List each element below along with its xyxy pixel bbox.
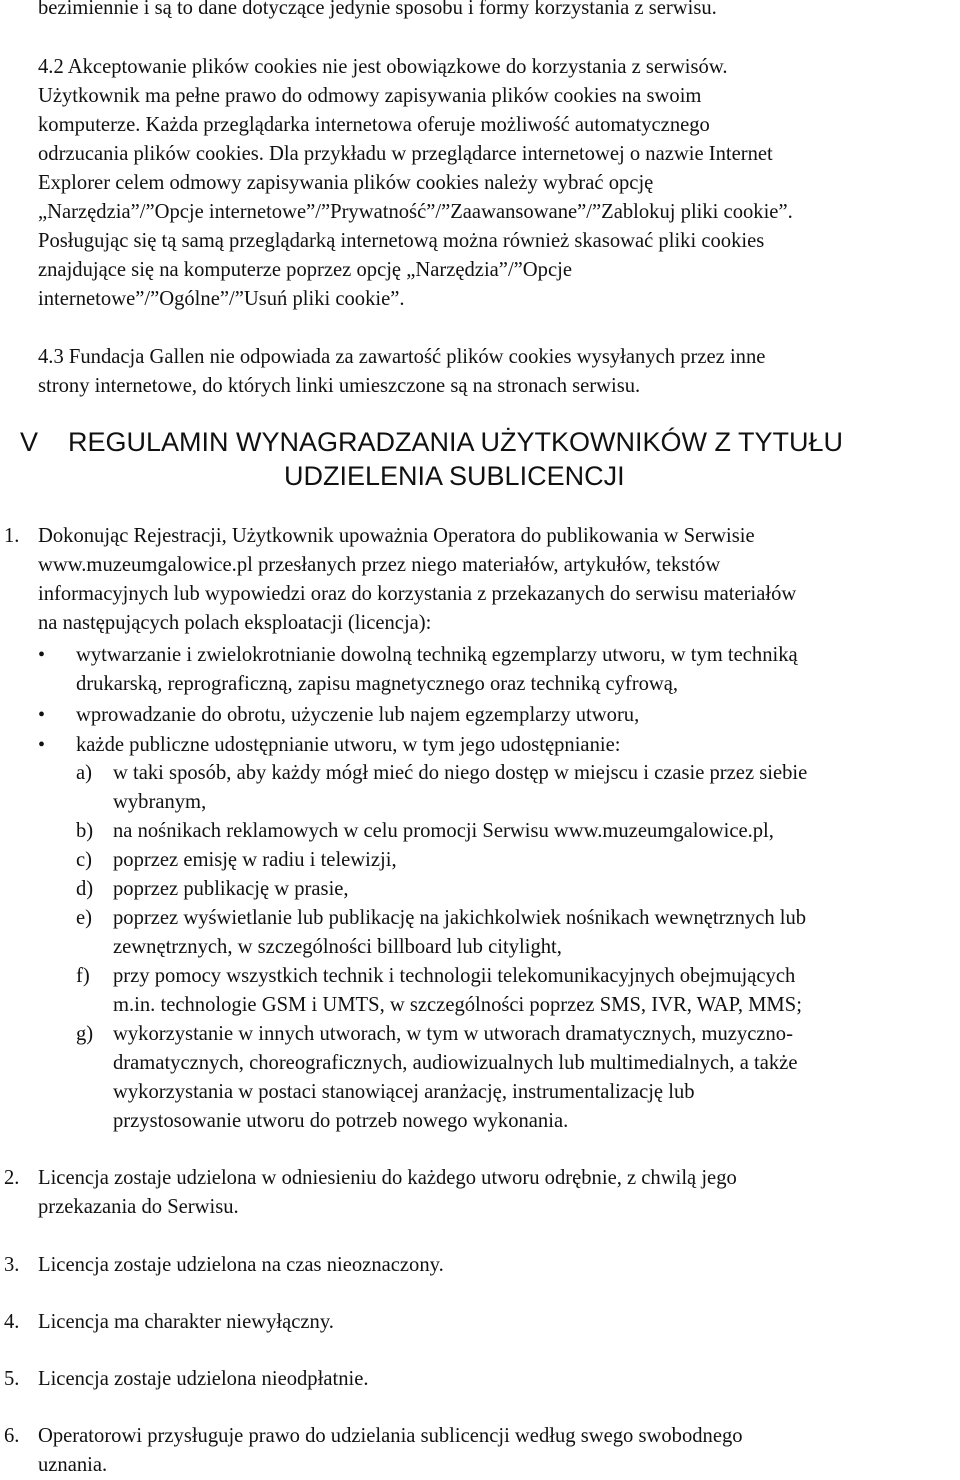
paragraph-line: 4.3 Fundacja Gallen nie odpowiada za zawartość plików cookies wysyłanych przez inne — [38, 346, 766, 368]
paragraph-line: Explorer celem odmowy zapisywania plików cookies należy wybrać opcję — [38, 172, 654, 194]
paragraph-line: Licencja zostaje udzielona w odniesieniu do każdego utworu odrębnie, z chwilą jego — [38, 1167, 737, 1189]
section-title-line: REGULAMIN WYNAGRADZANIA UŻYTKOWNIKÓW Z TYTUŁU — [68, 427, 844, 457]
list-item: wybranym, — [113, 791, 207, 813]
paragraph-line: odrzucania plików cookies. Dla przykładu w przeglądarce internetowej o nazwie Internet — [38, 143, 773, 165]
paragraph-line: na następujących polach eksploatacji (licencja): — [38, 612, 432, 634]
paragraph-line: Operatorowi przysługuje prawo do udzielania sublicencji według swego swobodnego — [38, 1425, 743, 1447]
list-number: 4. — [4, 1311, 20, 1333]
paragraph-line: informacyjnych lub wypowiedzi oraz do korzystania z przekazanych do serwisu materiałów — [38, 583, 797, 605]
list-letter: g) — [76, 1023, 94, 1045]
bullet-marker: • — [38, 734, 46, 756]
list-letter: a) — [76, 762, 92, 784]
paragraph-line: komputerze. Każda przeglądarka internetowa oferuje możliwość automatycznego — [38, 114, 710, 136]
section-numeral: V — [20, 427, 39, 457]
list-number: 1. — [4, 525, 20, 547]
list-item: na nośnikach reklamowych w celu promocji Serwisu www.muzeumgalowice.pl, — [113, 820, 774, 842]
paragraph-line: internetowe”/”Ogólne”/”Usuń pliki cookie”. — [38, 288, 405, 310]
list-number: 6. — [4, 1425, 20, 1447]
paragraph-line: przekazania do Serwisu. — [38, 1196, 239, 1218]
list-letter: c) — [76, 849, 92, 871]
list-item: przystosowanie utworu do potrzeb nowego wykonania. — [113, 1110, 569, 1132]
list-item: zewnętrznych, w szczególności billboard lub citylight, — [113, 936, 562, 958]
list-item: przy pomocy wszystkich technik i technologii telekomunikacyjnych obejmujących — [113, 965, 796, 987]
list-item: wytwarzanie i zwielokrotnianie dowolną techniką egzemplarzy utworu, w tym techniką — [76, 644, 798, 666]
section-title-line: UDZIELENIA SUBLICENCJI — [284, 461, 625, 491]
list-number: 2. — [4, 1167, 20, 1189]
paragraph-line: bezimiennie i są to dane dotyczące jedynie sposobu i formy korzystania z serwisu. — [38, 0, 717, 19]
list-item: wprowadzanie do obrotu, użyczenie lub najem egzemplarzy utworu, — [76, 704, 640, 726]
paragraph-line: Dokonując Rejestracji, Użytkownik upoważnia Operatora do publikowania w Serwisie — [38, 525, 755, 547]
list-letter: f) — [76, 965, 90, 987]
list-item: wykorzystania w postaci stanowiącej aranżację, instrumentalizację lub — [113, 1081, 695, 1103]
paragraph-line: Użytkownik ma pełne prawo do odmowy zapisywania plików cookies na swoim — [38, 85, 702, 107]
paragraph-line: 4.2 Akceptowanie plików cookies nie jest obowiązkowe do korzystania z serwisów. — [38, 56, 728, 78]
paragraph-line: „Narzędzia”/”Opcje internetowe”/”Prywatność”/”Zaawansowane”/”Zablokuj pliki cookie”. — [38, 201, 793, 223]
list-item: poprzez publikację w prasie, — [113, 878, 349, 900]
bullet-marker: • — [38, 644, 46, 666]
list-letter: e) — [76, 907, 92, 929]
list-item: poprzez emisję w radiu i telewizji, — [113, 849, 397, 871]
paragraph-line: uznania. — [38, 1454, 108, 1476]
list-number: 3. — [4, 1254, 20, 1276]
list-item: w taki sposób, aby każdy mógł mieć do niego dostęp w miejscu i czasie przez siebie — [113, 762, 808, 784]
list-number: 5. — [4, 1368, 20, 1390]
paragraph-line: strony internetowe, do których linki umieszczone są na stronach serwisu. — [38, 375, 641, 397]
paragraph-line: www.muzeumgalowice.pl przesłanych przez niego materiałów, artykułów, tekstów — [38, 554, 721, 576]
list-item: wykorzystanie w innych utworach, w tym w utworach dramatycznych, muzyczno- — [113, 1023, 793, 1045]
list-item: poprzez wyświetlanie lub publikację na jakichkolwiek nośnikach wewnętrznych lub — [113, 907, 807, 929]
list-item: dramatycznych, choreograficznych, audiowizualnych lub multimedialnych, a także — [113, 1052, 798, 1074]
paragraph-line: Licencja ma charakter niewyłączny. — [38, 1311, 334, 1333]
paragraph-line: Licencja zostaje udzielona na czas nieoznaczony. — [38, 1254, 444, 1276]
paragraph-line: Licencja zostaje udzielona nieodpłatnie. — [38, 1368, 369, 1390]
paragraph-line: Posługując się tą samą przeglądarką internetową można również skasować pliki cookies — [38, 230, 765, 252]
list-letter: d) — [76, 878, 94, 900]
list-item: drukarską, reprograficzną, zapisu magnetycznego oraz techniką cyfrową, — [76, 673, 679, 695]
list-letter: b) — [76, 820, 94, 842]
bullet-marker: • — [38, 704, 46, 726]
list-item: m.in. technologie GSM i UMTS, w szczególności poprzez SMS, IVR, WAP, MMS; — [113, 994, 802, 1016]
paragraph-line: znajdujące się na komputerze poprzez opcję „Narzędzia”/”Opcje — [38, 259, 572, 281]
list-item: każde publiczne udostępnianie utworu, w tym jego udostępnianie: — [76, 734, 621, 756]
